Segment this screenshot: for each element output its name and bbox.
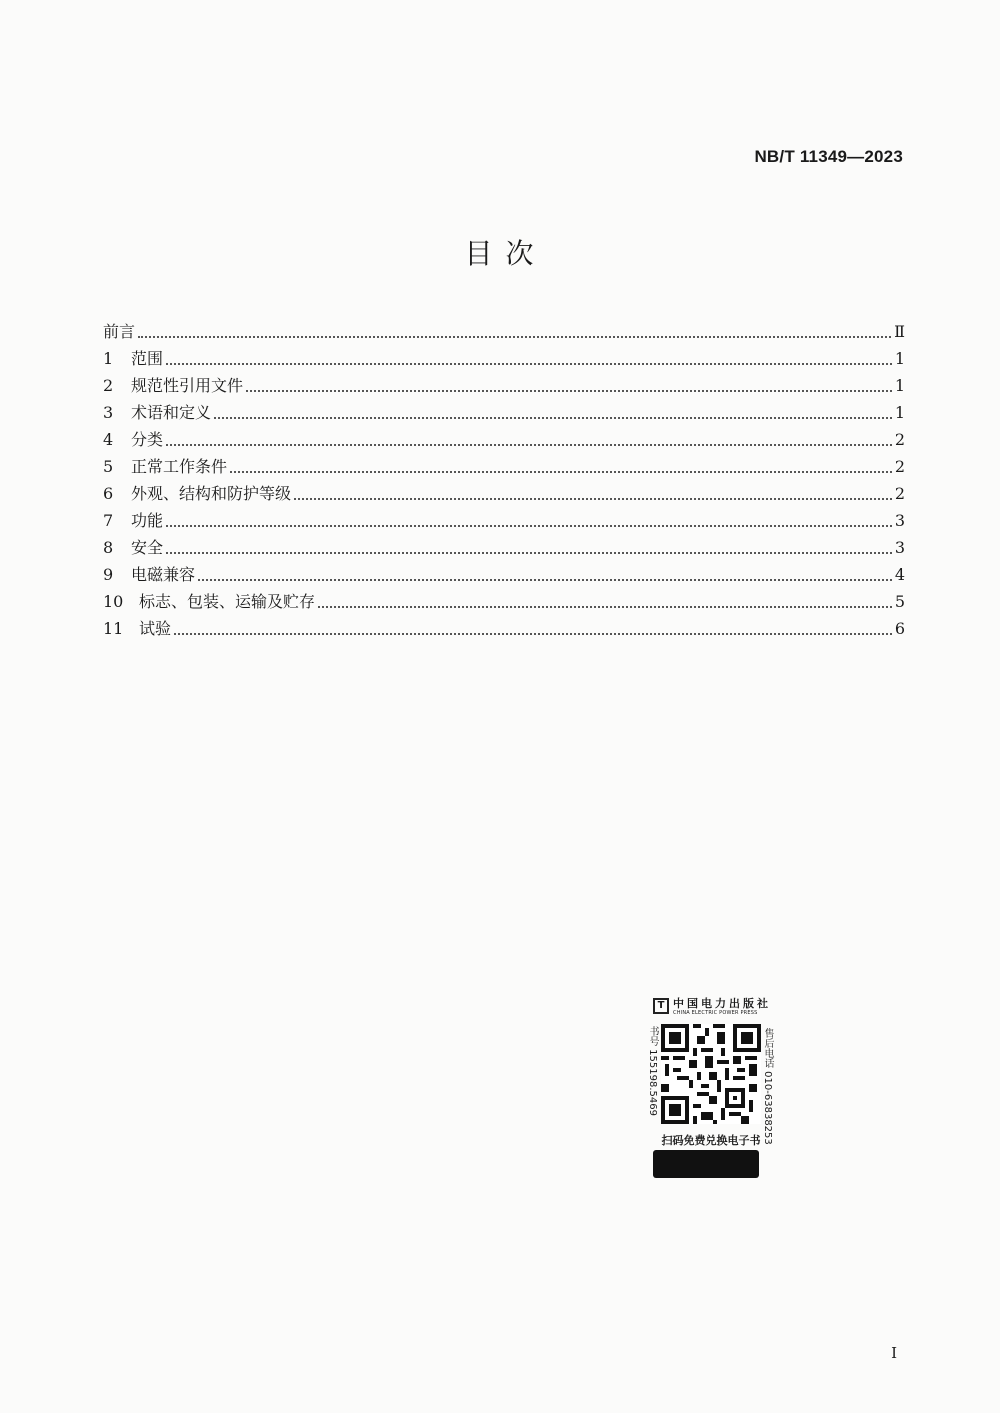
toc-entry-number: 4 <box>103 430 114 449</box>
toc-leader <box>166 362 892 365</box>
publisher-logo-icon: T <box>653 998 669 1014</box>
toc-entry-number: 7 <box>103 511 114 530</box>
toc-entry-page: 1 <box>894 376 905 395</box>
toc-entry-label: 术语和定义 <box>131 403 212 422</box>
toc-leader <box>318 605 892 608</box>
ebook-redeem-sticker <box>645 992 775 1184</box>
toc-entry-page: 4 <box>894 565 905 584</box>
toc-leader <box>214 416 892 419</box>
toc-entry-number: 11 <box>103 619 124 638</box>
toc-entry[interactable] <box>103 507 905 534</box>
book-number: 书号 155198.5469 <box>647 1026 658 1116</box>
service-phone: 售后电话 010-63838253 <box>762 1028 773 1145</box>
toc-entry-number: 3 <box>103 403 114 422</box>
toc-entry-page: 6 <box>894 619 905 638</box>
page-number: I <box>891 1344 897 1362</box>
toc-leader <box>174 632 892 635</box>
publisher-logo <box>653 998 771 1022</box>
toc-leader <box>166 443 892 446</box>
toc-entry-page: 3 <box>894 511 905 530</box>
toc-entry-number: 9 <box>103 565 114 584</box>
toc-entry-page: 2 <box>894 484 905 503</box>
toc-leader <box>198 578 892 581</box>
toc-entry[interactable] <box>103 480 905 507</box>
standard-code: NB/T 11349—2023 <box>754 147 903 166</box>
toc-entry-label: 规范性引用文件 <box>131 376 244 395</box>
toc-leader <box>166 551 892 554</box>
redeem-caption: 扫码免费兑换电子书 <box>661 1134 761 1147</box>
toc-entry-page: Ⅱ <box>894 322 905 341</box>
publisher-name-en: CHINA ELECTRIC POWER PRESS <box>673 1010 758 1016</box>
toc-entry[interactable] <box>103 615 905 642</box>
page-title: 目 次 <box>464 237 536 270</box>
toc-entry-number: 2 <box>103 376 114 395</box>
toc-entry[interactable] <box>103 588 905 615</box>
toc-entry-number: 1 <box>103 349 114 368</box>
toc-entry[interactable] <box>103 318 905 345</box>
toc-entry[interactable] <box>103 534 905 561</box>
toc-entry-page: 5 <box>894 592 905 611</box>
toc-entry[interactable] <box>103 372 905 399</box>
toc-leader <box>294 497 892 500</box>
toc-entry-label: 电磁兼容 <box>131 565 196 584</box>
table-of-contents <box>103 318 905 642</box>
toc-leader <box>246 389 892 392</box>
scratch-code-area <box>653 1150 759 1178</box>
publisher-name-cn: 中国电力出版社 <box>673 997 771 1010</box>
toc-entry[interactable] <box>103 399 905 426</box>
toc-entry-page: 1 <box>894 403 905 422</box>
toc-leader <box>230 470 892 473</box>
qr-code-icon[interactable] <box>661 1024 761 1124</box>
toc-entry-label: 试验 <box>139 619 172 638</box>
toc-entry-number: 6 <box>103 484 114 503</box>
toc-entry-page: 3 <box>894 538 905 557</box>
toc-entry-page: 1 <box>894 349 905 368</box>
toc-entry-label: 前言 <box>103 322 136 341</box>
toc-entry-label: 分类 <box>131 430 164 449</box>
toc-entry[interactable] <box>103 426 905 453</box>
toc-entry-label: 安全 <box>131 538 164 557</box>
toc-entry[interactable] <box>103 561 905 588</box>
toc-entry-label: 正常工作条件 <box>131 457 228 476</box>
toc-entry[interactable] <box>103 453 905 480</box>
toc-entry-label: 功能 <box>131 511 164 530</box>
toc-entry-number: 8 <box>103 538 114 557</box>
toc-leader <box>138 335 891 338</box>
toc-entry-label: 范围 <box>131 349 164 368</box>
toc-entry-label: 外观、结构和防护等级 <box>131 484 292 503</box>
toc-entry[interactable] <box>103 345 905 372</box>
toc-entry-page: 2 <box>894 457 905 476</box>
toc-entry-page: 2 <box>894 430 905 449</box>
toc-entry-label: 标志、包装、运输及贮存 <box>139 592 316 611</box>
toc-entry-number: 10 <box>103 592 124 611</box>
toc-entry-number: 5 <box>103 457 114 476</box>
toc-leader <box>166 524 892 527</box>
